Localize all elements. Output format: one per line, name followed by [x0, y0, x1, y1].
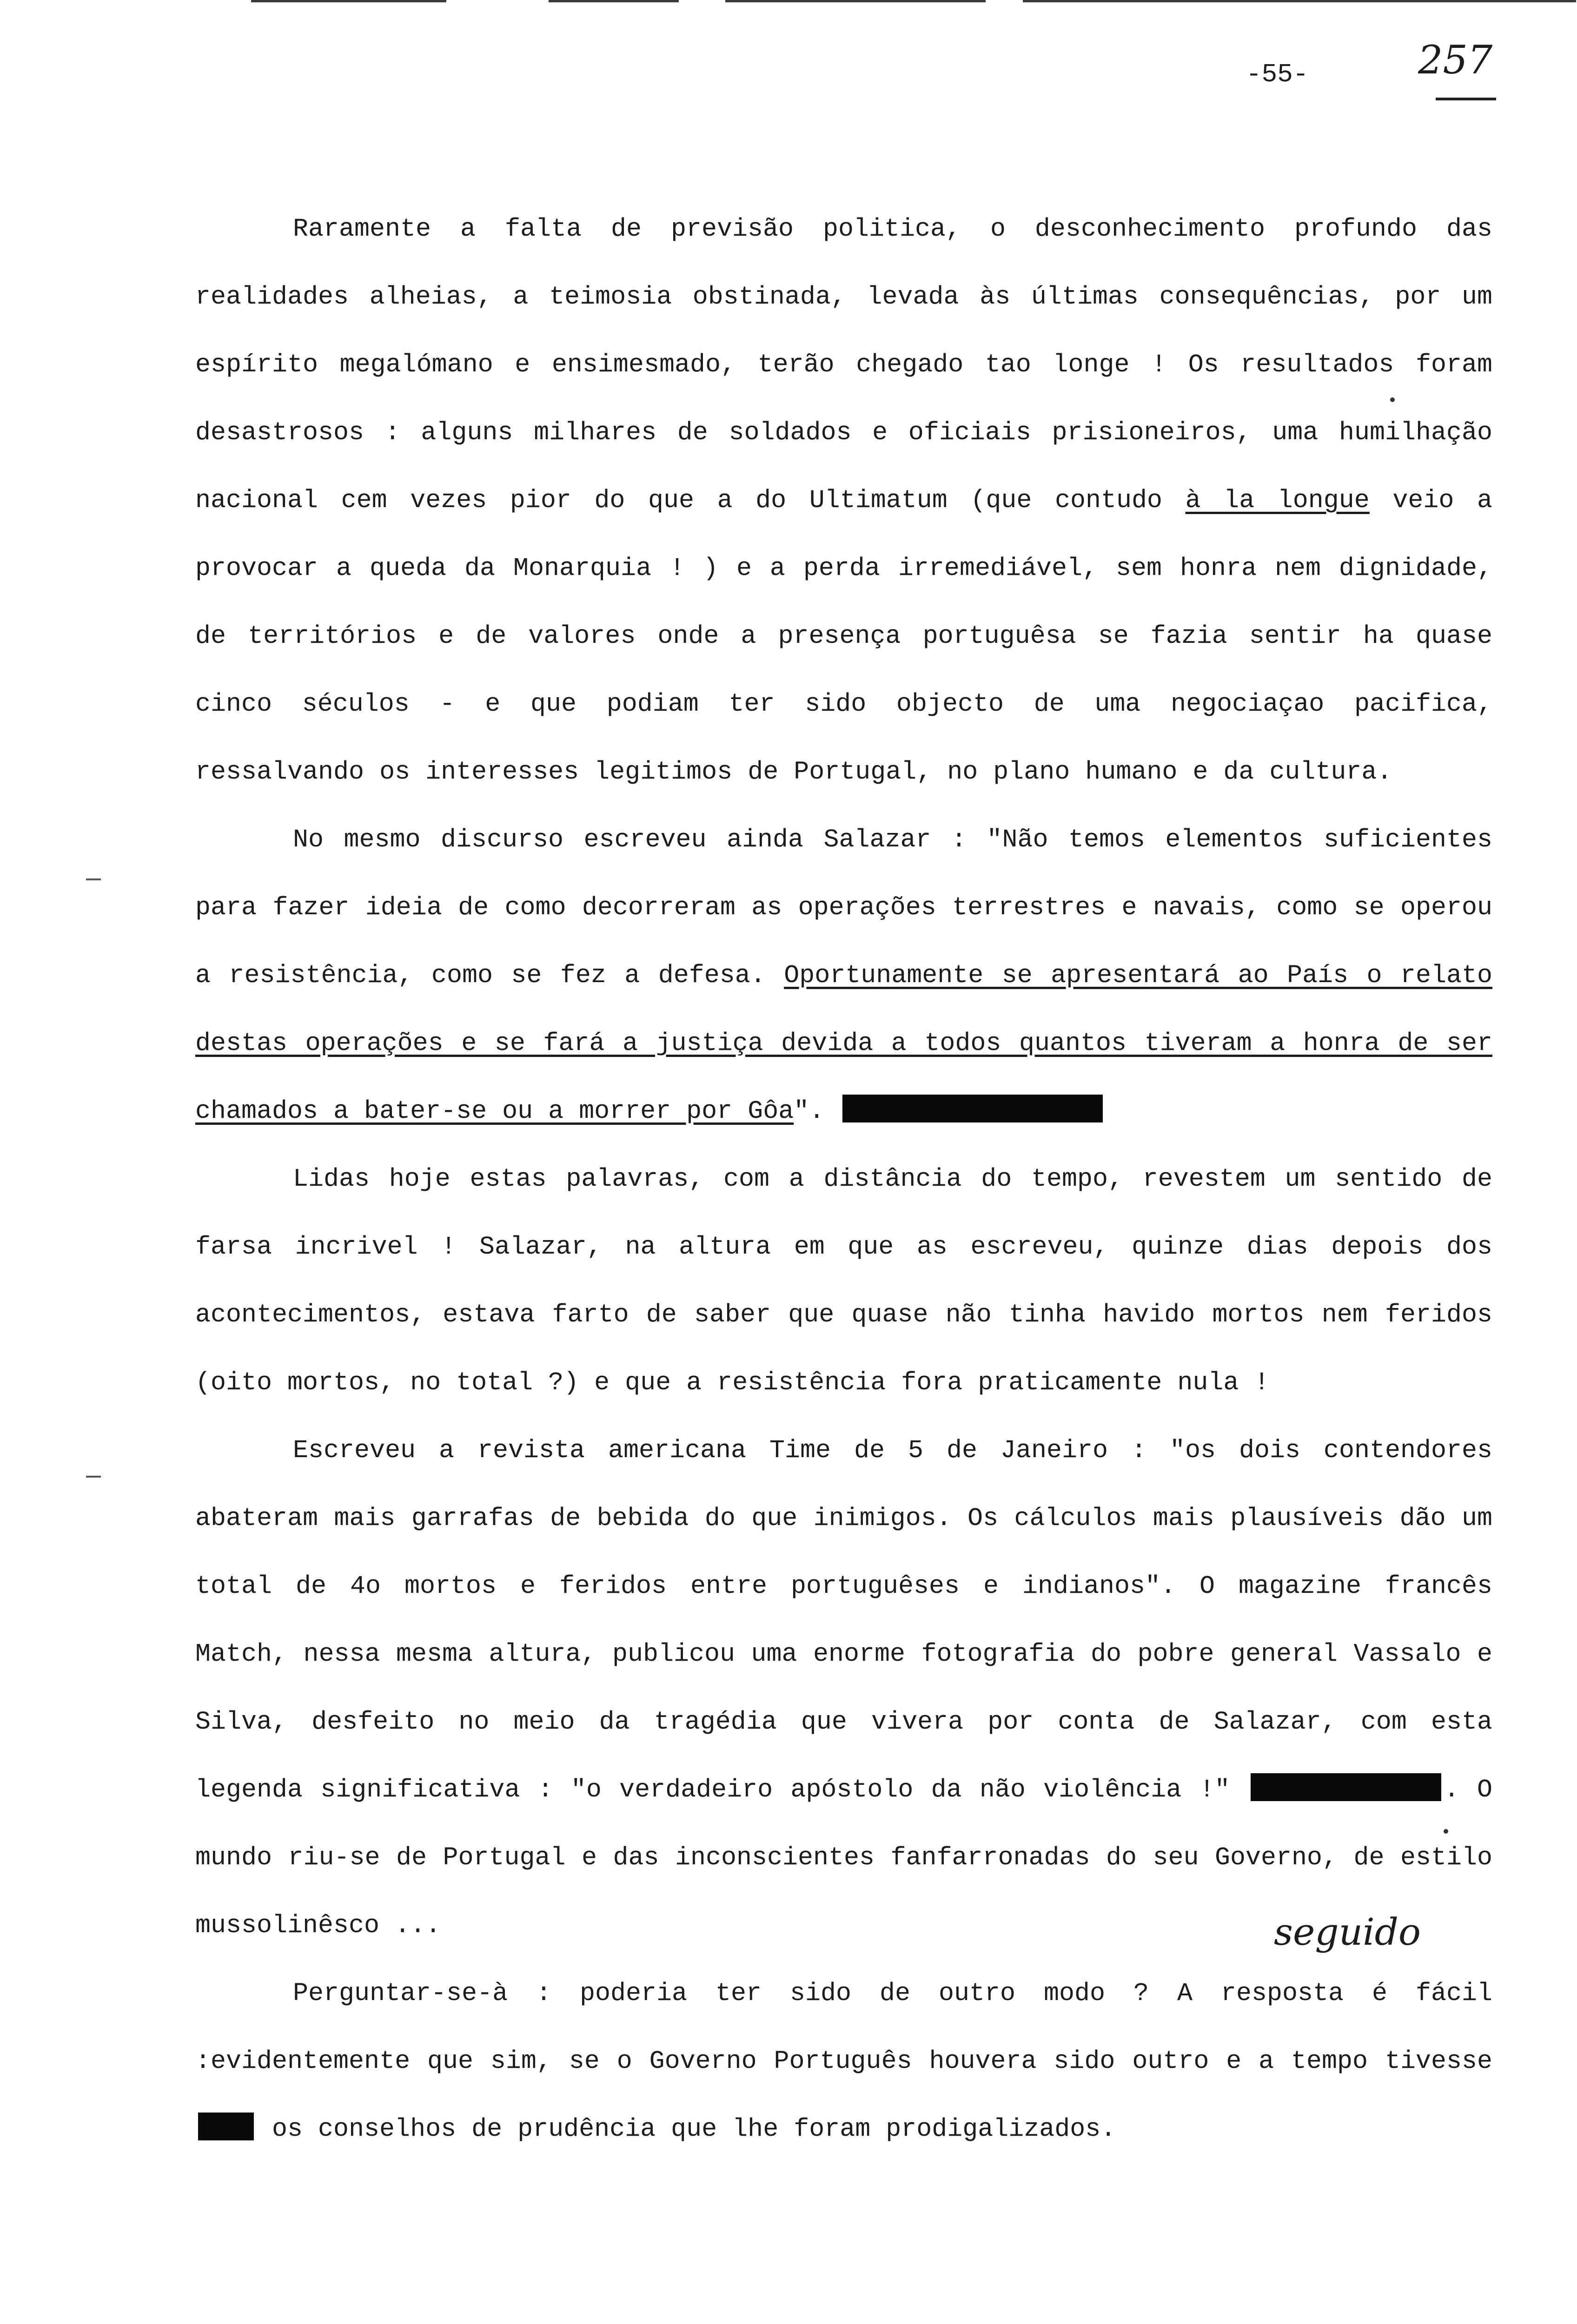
redaction-bar [198, 2113, 254, 2140]
paragraph: Raramente a falta de previsão politica, o desconhecimento profundo das realidades alheias, a teimosia obstinada, levada às últimas consequências, por um espírito megalómano e ensimesmado, terão chegado tao longe ! Os resultados foram desastrosos : alguns milhares de soldados e oficiais prisioneiros, uma humilhação nacional cem vezes pior do que a do Ultimatum (que contudo à la longue veio a provocar a queda da Monarquia ! ) e a perda irremediável, sem honra nem dignidade, de territórios e de valores onde a presença portuguêsa se fazia sentir ha quase cinco séculos - e que podiam ter sido objecto de uma negociaçao pacifica, ressalvando os interesses legitimos de Portugal, no plano humano e da cultura. [195, 214, 1492, 786]
top-rule [549, 0, 679, 2]
folio-underline [1436, 98, 1496, 100]
redaction-bar [1251, 1773, 1441, 1801]
handwritten-annotation: seguido [1274, 1910, 1421, 1954]
paragraph: No mesmo discurso escreveu ainda Salazar : "Não temos elementos suficientes para fazer ideia de como decorreram as operações terrestres e navais, como se operou a resistência, como se fez a defesa. Oportunamente se apresentará ao País o relato destas operações e se fará a justiça devida a todos quantos tiveram a honra de ser chamados a bater-se ou a morrer por Gôa". [195, 825, 1492, 1126]
page-number: -55- [1246, 59, 1309, 89]
underlined-phrase: à la longue [1185, 486, 1370, 515]
margin-mark [86, 1476, 101, 1478]
document-body [195, 195, 1492, 2163]
paragraph: Perguntar-se-à : poderia ter sido de outro modo ? A resposta é fácil :evidentemente que sim, se o Governo Português houvera sido outro e a tempo tivesse os conselhos de prudência que lhe foram prodigalizados. [195, 1979, 1492, 2144]
top-rule [251, 0, 446, 2]
underlined-quote: Oportunamente se apresentará ao País o relato destas operações e se fará a justiça devida a todos quantos tiveram a honra de ser chamados a bater-se ou a morrer por Gôa [195, 961, 1492, 1126]
top-rule [725, 0, 986, 2]
folio-number: 257 [1418, 37, 1493, 83]
paragraph: Lidas hoje estas palavras, com a distância do tempo, revestem um sentido de farsa incrivel ! Salazar, na altura em que as escreveu, quinze dias depois dos acontecimentos, estava farto de saber que quase não tinha havido mortos nem feridos (oito mortos, no total ?) e que a resistência fora praticamente nula ! [195, 1164, 1492, 1397]
top-rule [1023, 0, 1576, 2]
paragraph: Escreveu a revista americana Time de 5 de Janeiro : "os dois contendores abateram mais garrafas de bebida do que inimigos. Os cálculos mais plausíveis dão um total de 4o mortos e feridos entre portuguêses e indianos". O magazine francês Match, nessa mesma altura, publicou uma enorme fotografia do pobre general Vassalo e Silva, desfeito no meio da tragédia que vivera por conta de Salazar, com esta legenda significativa : "o verdadeiro apóstolo da não violência !" . O mundo riu-se de Portugal e das inconscientes fanfarronadas do seu Governo, de estilo mussolinêsco ... [195, 1436, 1492, 1940]
redaction-bar [842, 1095, 1103, 1122]
margin-mark [86, 878, 101, 880]
